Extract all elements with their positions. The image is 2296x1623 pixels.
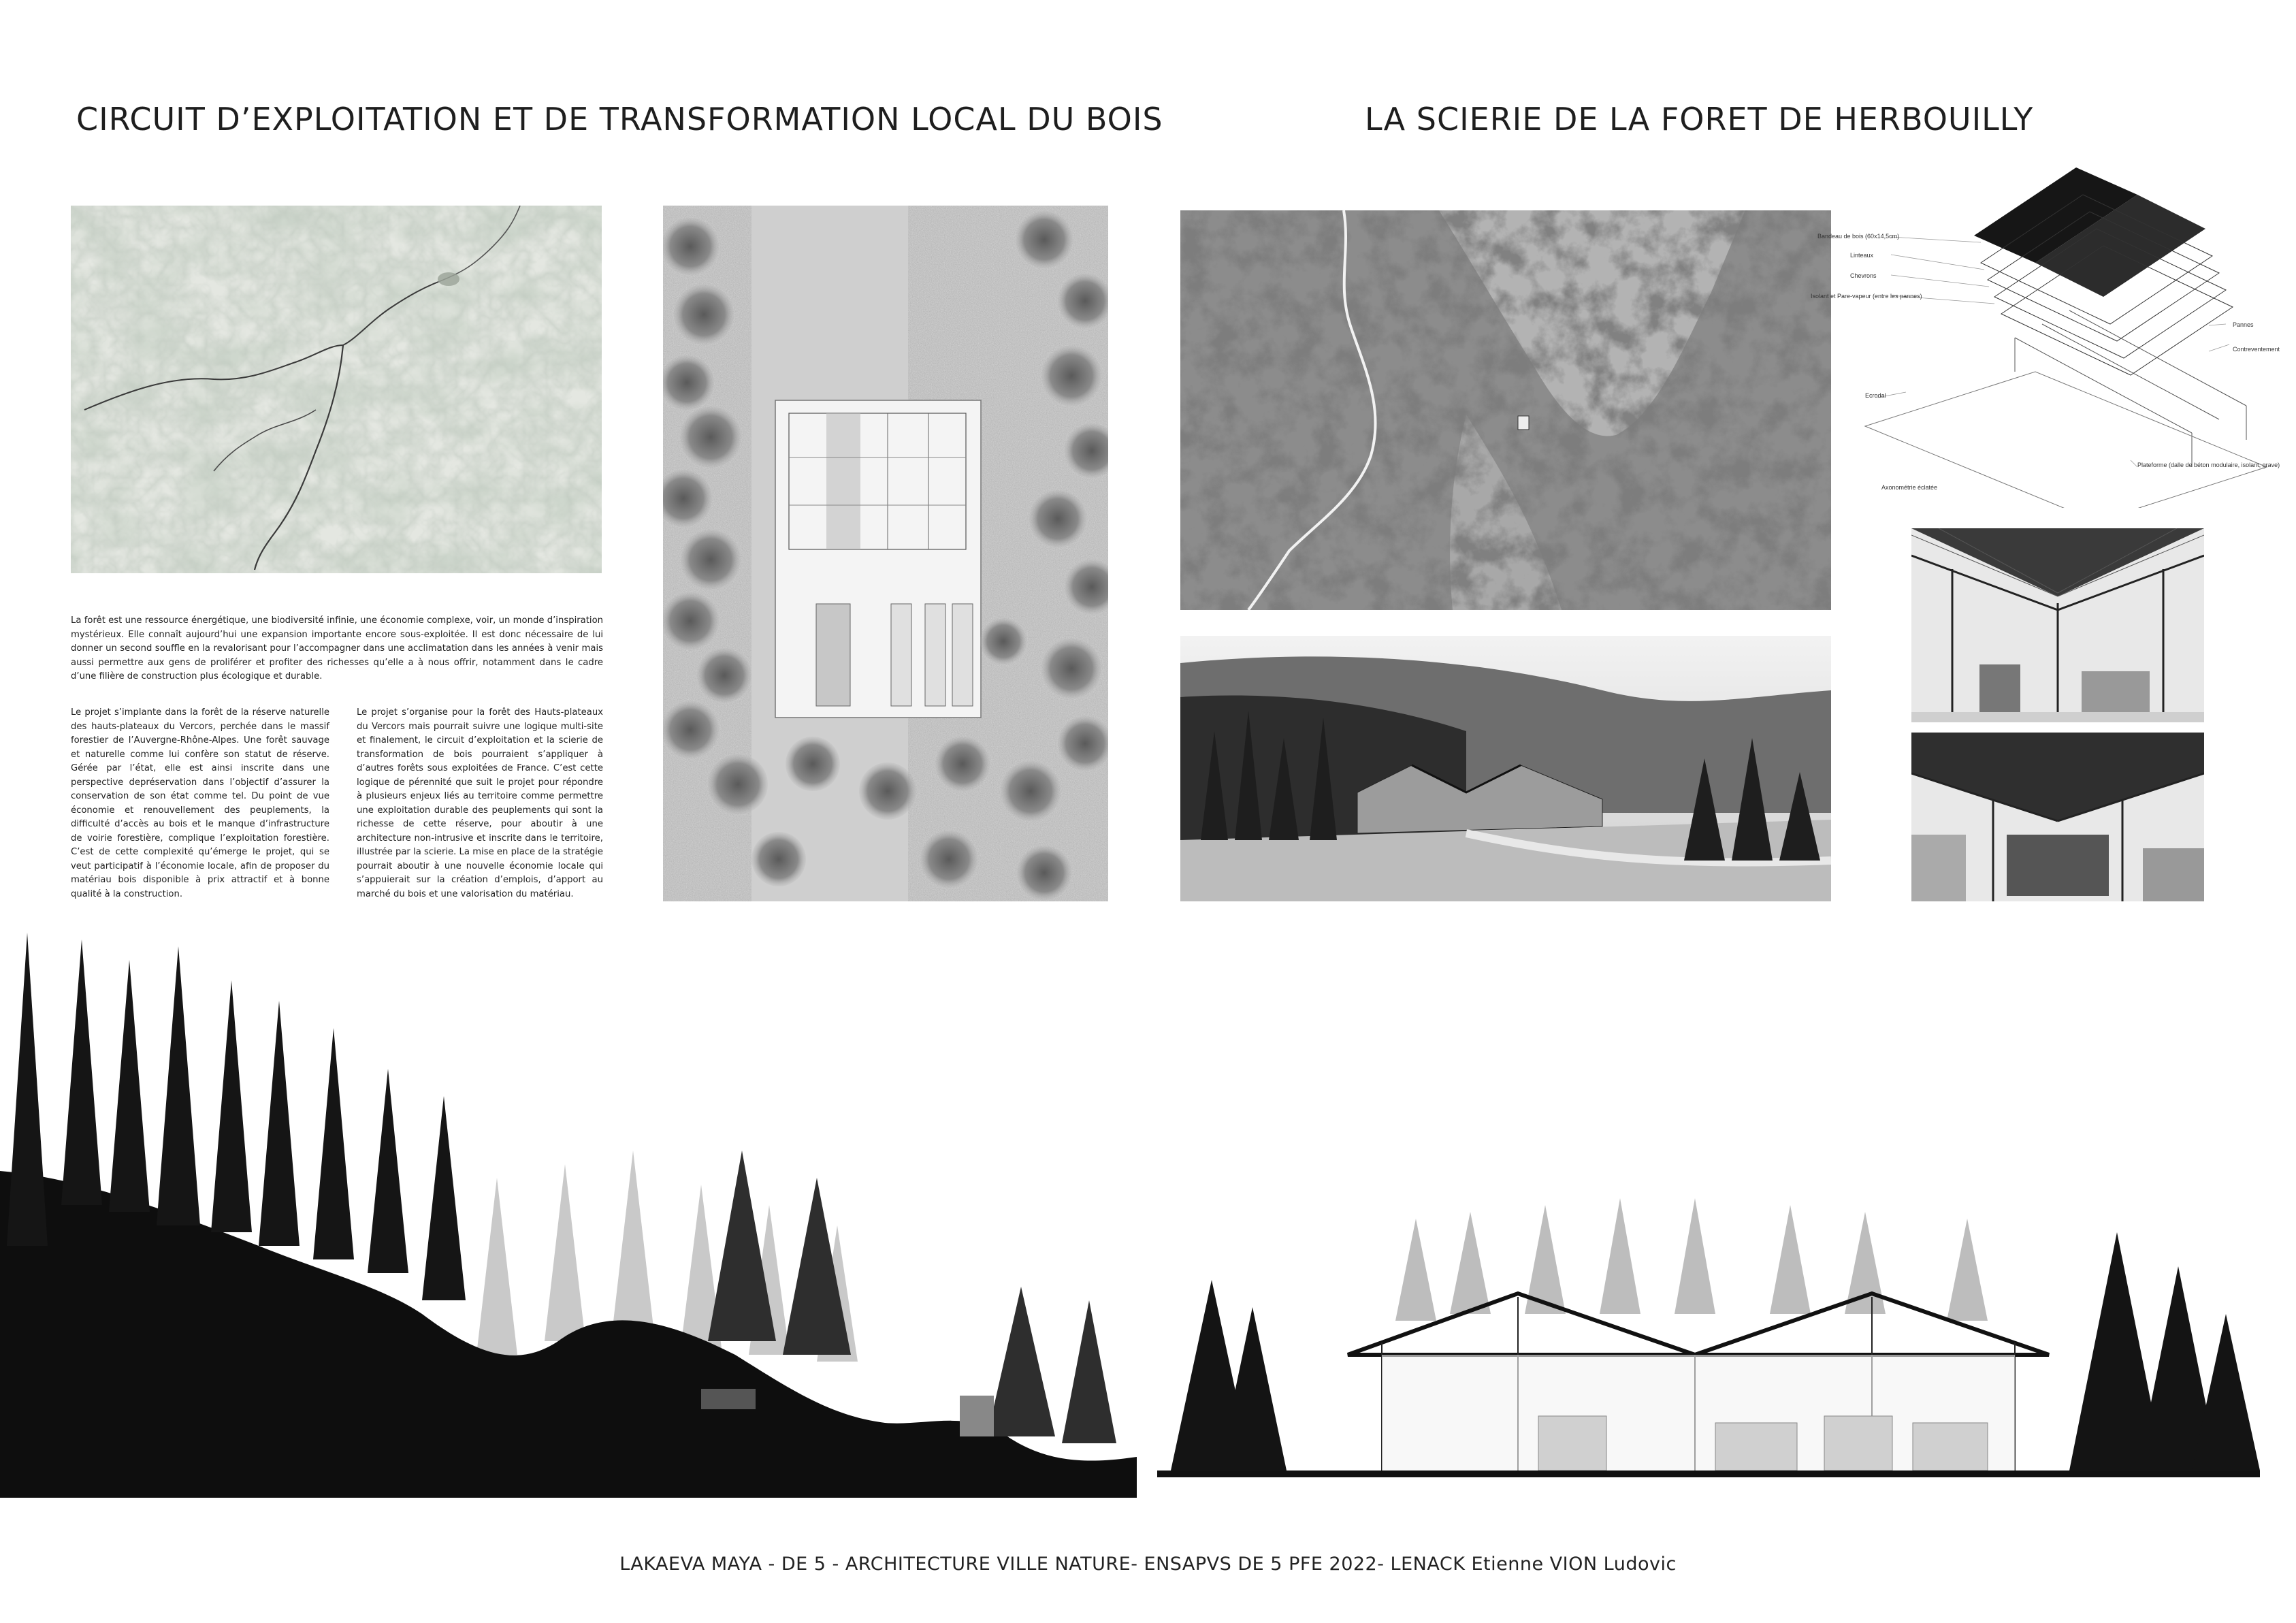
axo-label-bandeau: Bandeau de bois (60x14,5cm) [1817, 233, 1900, 240]
axo-caption: Axonométrie éclatée [1881, 484, 1938, 491]
text-column-2: Le projet s’organise pour la forêt des Hauts-plateaux du Vercors mais pourrait suivre une logique multi-site et finalement, le circuit d’exploitation et la scierie de transformation de bois pourraient s’appliquer à d’autres forêts sous exploitées de France. C’est cette logique de pérennité que suit le projet pour répondre à plusieurs enjeux liés au territoire comme permettre une exploitation durable des peuplements qui sont la richesse de cette réserve, pour aboutir à une architecture non-intrusive et inscrite dans le territoire, illustrée par la scierie. La mise en place de la stratégie pourrait aboutir à une nouvelle économie locale qui s’appuierait sur la création d’emplois, d’apport au marché du bois et une valorisation du matériau. [357, 707, 603, 899]
text-column-1: Le projet s’implante dans la forêt de la réserve naturelle des hauts-plateaux du Vercors, perchée dans le massif forestier de l’Auvergne-Rhône-Alpes. Une forêt sauvage et naturelle comme lui confère son statut de réserve. Gérée par l’état, elle est ainsi inscrite dans une perspective depréservation dans l’objectif d’assurer la conservation de son état comme tel. Du point de vue économie et renouvellement des peuplements, la difficulté d’accès au bois et le manque d’infrastructure de voirie forestière, complique l’exploitation forestière. C’est de cette complexité qu’émerge le projet, qui se veut participatif à l’économie locale, afin de proposer du matériau bois disponible à prix attractif et à bonne qualité à la construction. [71, 707, 329, 899]
axo-label-chevrons: Chevrons [1850, 272, 1877, 279]
territory-map [71, 206, 602, 573]
axo-label-isolant: Isolant et Pare-vapeur (entre les pannes) [1811, 293, 1922, 300]
interior-view-1 [1911, 528, 2204, 722]
axo-label-ecrodal: Ecrodal [1865, 392, 1886, 399]
title-right: LA SCIERIE DE LA FORET DE HERBOUILLY [1365, 101, 2034, 138]
building-section [1157, 1157, 2260, 1484]
axo-label-pannes: Pannes [2233, 321, 2254, 328]
site-plan [663, 206, 1108, 901]
footer-credits: LAKAEVA MAYA - DE 5 - ARCHITECTURE VILLE NATURE- ENSAPVS DE 5 PFE 2022- LENACK Etienne VION Ludovic [619, 1554, 1677, 1575]
exploded-axonometric [1811, 167, 2280, 508]
interior-view-2 [1911, 733, 2204, 901]
terrain-section [0, 919, 1137, 1498]
axo-label-contreventement: Contreventement [2233, 346, 2280, 353]
perspective-render [1180, 636, 1831, 901]
axo-label-plateforme: Plateforme (dalle de béton modulaire, isolant, grave) [2137, 462, 2280, 468]
intro-paragraph: La forêt est une ressource énergétique, une biodiversité infinie, une économie complexe, voir, un monde d’inspiration mystérieux. Elle connaît aujourd’hui une expansion importante encore sous-exploitée. Il est donc nécessaire de lui donner un second souffle en la revalorisant pour l’accompagner dans une acclimatation dans les années à venir mais aussi permettre aux gens de proliférer et profiter des richesses qu’elle a à nous offrir, notamment dans le cadre d’une filière de construction plus écologique et durable. [71, 615, 603, 681]
title-left: CIRCUIT D’EXPLOITATION ET DE TRANSFORMATION LOCAL DU BOIS [76, 101, 1163, 138]
aerial-view [1180, 210, 1831, 610]
axo-label-linteaux: Linteaux [1850, 252, 1874, 259]
